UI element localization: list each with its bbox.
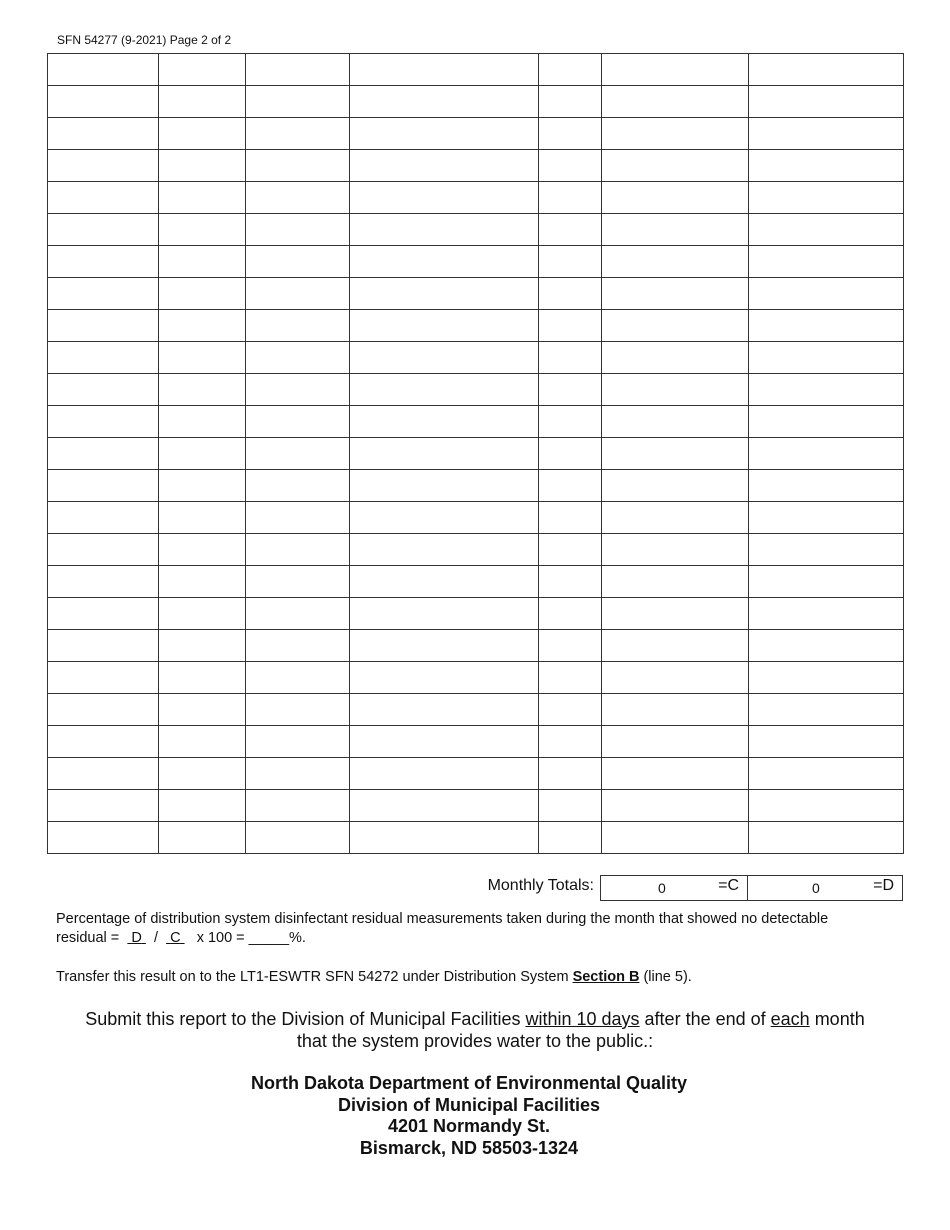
- percentage-prefix: residual =: [56, 930, 124, 946]
- table-cell[interactable]: [48, 278, 159, 310]
- table-cell[interactable]: [350, 86, 539, 118]
- table-cell[interactable]: [539, 406, 602, 438]
- table-cell[interactable]: [602, 406, 749, 438]
- table-cell[interactable]: [246, 694, 350, 726]
- table-cell[interactable]: [602, 278, 749, 310]
- table-cell[interactable]: [602, 150, 749, 182]
- table-cell[interactable]: [159, 374, 246, 406]
- table-cell[interactable]: [539, 246, 602, 278]
- table-cell[interactable]: [159, 342, 246, 374]
- table-cell[interactable]: [749, 118, 904, 150]
- submit-deadline: within 10 days: [525, 1009, 640, 1029]
- table-cell[interactable]: [350, 54, 539, 86]
- table-cell[interactable]: [602, 694, 749, 726]
- table-cell[interactable]: [350, 278, 539, 310]
- table-cell[interactable]: [159, 406, 246, 438]
- address-line4: Bismarck, ND 58503-1324: [359, 1137, 579, 1158]
- table-cell[interactable]: [48, 374, 159, 406]
- table-cell[interactable]: [48, 246, 159, 278]
- table-cell[interactable]: [350, 534, 539, 566]
- table-cell[interactable]: [602, 246, 749, 278]
- table-cell[interactable]: [350, 598, 539, 630]
- table-cell[interactable]: [48, 822, 159, 854]
- table-cell[interactable]: [350, 150, 539, 182]
- table-cell[interactable]: [246, 278, 350, 310]
- table-cell[interactable]: [246, 630, 350, 662]
- table-cell[interactable]: [539, 182, 602, 214]
- table-cell[interactable]: [159, 694, 246, 726]
- table-cell[interactable]: [246, 54, 350, 86]
- table-cell[interactable]: [48, 150, 159, 182]
- table-cell[interactable]: [602, 374, 749, 406]
- transfer-text-after: (line 5).: [639, 969, 692, 985]
- table-cell[interactable]: [350, 310, 539, 342]
- table-cell[interactable]: [539, 374, 602, 406]
- total-c-value: 0: [658, 880, 666, 896]
- table-cell[interactable]: [48, 54, 159, 86]
- table-cell[interactable]: [246, 150, 350, 182]
- table-cell[interactable]: [48, 694, 159, 726]
- table-cell[interactable]: [350, 438, 539, 470]
- total-c-field[interactable]: [600, 875, 748, 901]
- table-cell[interactable]: [48, 534, 159, 566]
- table-cell[interactable]: [159, 726, 246, 758]
- table-cell[interactable]: [159, 278, 246, 310]
- table-cell[interactable]: [246, 118, 350, 150]
- table-cell[interactable]: [48, 214, 159, 246]
- table-cell[interactable]: [602, 534, 749, 566]
- table-cell[interactable]: [350, 662, 539, 694]
- table-cell[interactable]: [602, 726, 749, 758]
- table-cell[interactable]: [159, 470, 246, 502]
- table-cell[interactable]: [602, 790, 749, 822]
- table-cell[interactable]: [48, 118, 159, 150]
- table-cell[interactable]: [246, 726, 350, 758]
- table-cell[interactable]: [749, 182, 904, 214]
- table-cell[interactable]: [749, 310, 904, 342]
- table-row: [48, 182, 904, 214]
- percentage-d: D: [131, 930, 142, 946]
- table-cell[interactable]: [749, 534, 904, 566]
- table-cell[interactable]: [602, 502, 749, 534]
- table-row: [48, 374, 904, 406]
- table-cell[interactable]: [539, 566, 602, 598]
- monthly-totals-row: [47, 875, 903, 901]
- table-cell[interactable]: [602, 182, 749, 214]
- table-cell[interactable]: [350, 182, 539, 214]
- transfer-instruction: [56, 968, 692, 987]
- table-cell[interactable]: [48, 182, 159, 214]
- table-row: [48, 758, 904, 790]
- table-cell[interactable]: [246, 502, 350, 534]
- table-cell[interactable]: [539, 502, 602, 534]
- table-cell[interactable]: [749, 566, 904, 598]
- table-cell[interactable]: [749, 54, 904, 86]
- total-c-marker: =C: [718, 877, 739, 894]
- table-cell[interactable]: [48, 566, 159, 598]
- table-cell[interactable]: [539, 790, 602, 822]
- table-row: [48, 822, 904, 854]
- table-cell[interactable]: [246, 470, 350, 502]
- table-cell[interactable]: [48, 758, 159, 790]
- table-cell[interactable]: [350, 214, 539, 246]
- table-cell[interactable]: [350, 342, 539, 374]
- table-cell[interactable]: [159, 310, 246, 342]
- table-cell[interactable]: [749, 246, 904, 278]
- table-cell[interactable]: [539, 758, 602, 790]
- table-cell[interactable]: [159, 150, 246, 182]
- table-cell[interactable]: [749, 406, 904, 438]
- table-row: [48, 150, 904, 182]
- table-cell[interactable]: [749, 694, 904, 726]
- table-row: [48, 342, 904, 374]
- table-row: [48, 406, 904, 438]
- table-cell[interactable]: [539, 310, 602, 342]
- table-cell[interactable]: [602, 630, 749, 662]
- table-cell[interactable]: [602, 438, 749, 470]
- table-cell[interactable]: [539, 278, 602, 310]
- table-cell[interactable]: [539, 822, 602, 854]
- table-row: [48, 54, 904, 86]
- table-row: [48, 534, 904, 566]
- table-cell[interactable]: [159, 566, 246, 598]
- table-cell[interactable]: [749, 470, 904, 502]
- table-cell[interactable]: [350, 374, 539, 406]
- table-cell[interactable]: [159, 246, 246, 278]
- table-cell[interactable]: [246, 406, 350, 438]
- table-cell[interactable]: [159, 118, 246, 150]
- table-cell[interactable]: [246, 214, 350, 246]
- table-cell[interactable]: [602, 342, 749, 374]
- table-cell[interactable]: [246, 598, 350, 630]
- table-cell[interactable]: [350, 566, 539, 598]
- table-cell[interactable]: [350, 758, 539, 790]
- table-cell[interactable]: [246, 246, 350, 278]
- table-cell[interactable]: [539, 438, 602, 470]
- table-row: [48, 438, 904, 470]
- table-row: [48, 278, 904, 310]
- form-identifier: SFN 54277 (9-2021) Page 2 of 2: [57, 33, 232, 47]
- table-row: [48, 566, 904, 598]
- table-cell[interactable]: [539, 662, 602, 694]
- table-row: [48, 790, 904, 822]
- table-cell[interactable]: [539, 598, 602, 630]
- table-row: [48, 118, 904, 150]
- table-cell[interactable]: [246, 566, 350, 598]
- table-cell[interactable]: [539, 534, 602, 566]
- table-row: [48, 662, 904, 694]
- table-cell[interactable]: [159, 758, 246, 790]
- table-cell[interactable]: [350, 790, 539, 822]
- table-cell[interactable]: [246, 758, 350, 790]
- table-cell[interactable]: [749, 598, 904, 630]
- table-cell[interactable]: [539, 726, 602, 758]
- table-row: [48, 310, 904, 342]
- percentage-slash: /: [153, 930, 158, 946]
- table-cell[interactable]: [246, 790, 350, 822]
- table-cell[interactable]: [159, 662, 246, 694]
- table-cell[interactable]: [749, 662, 904, 694]
- submit-line2: that the system provides water to the public.:: [296, 1031, 654, 1051]
- total-d-marker: =D: [873, 877, 894, 894]
- table-row: [48, 86, 904, 118]
- table-cell[interactable]: [48, 726, 159, 758]
- table-cell[interactable]: [246, 534, 350, 566]
- table-cell[interactable]: [350, 630, 539, 662]
- table-cell[interactable]: [350, 502, 539, 534]
- table-row: [48, 502, 904, 534]
- total-d-field[interactable]: [747, 875, 903, 901]
- table-cell[interactable]: [48, 470, 159, 502]
- monthly-totals-label: Monthly Totals:: [487, 877, 594, 894]
- table-cell[interactable]: [48, 342, 159, 374]
- table-cell[interactable]: [159, 534, 246, 566]
- table-cell[interactable]: [602, 54, 749, 86]
- table-cell[interactable]: [602, 86, 749, 118]
- table-cell[interactable]: [539, 150, 602, 182]
- table-cell[interactable]: [539, 86, 602, 118]
- table-cell[interactable]: [602, 310, 749, 342]
- submit-part1: Submit this report to the Division of Municipal Facilities: [85, 1009, 526, 1029]
- table-row: [48, 214, 904, 246]
- table-cell[interactable]: [350, 118, 539, 150]
- table-cell[interactable]: [350, 726, 539, 758]
- table-row: [48, 470, 904, 502]
- table-cell[interactable]: [48, 790, 159, 822]
- table-cell[interactable]: [159, 502, 246, 534]
- table-row: [48, 694, 904, 726]
- table-cell[interactable]: [749, 150, 904, 182]
- table-cell[interactable]: [159, 438, 246, 470]
- table-cell[interactable]: [749, 790, 904, 822]
- table-cell[interactable]: [350, 694, 539, 726]
- table-cell[interactable]: [539, 342, 602, 374]
- address-line1: North Dakota Department of Environmental Quality: [250, 1073, 688, 1093]
- table-cell[interactable]: [246, 374, 350, 406]
- transfer-text-before: Transfer this result on to the LT1-ESWTR SFN 54272 under Distribution System: [56, 969, 573, 985]
- submit-each: each: [770, 1009, 810, 1029]
- submit-part3: month: [809, 1009, 865, 1029]
- percentage-suffix: x 100 = _____%.: [196, 930, 306, 946]
- total-d-value: 0: [812, 880, 820, 896]
- table-cell[interactable]: [159, 182, 246, 214]
- table-cell[interactable]: [749, 758, 904, 790]
- table-cell[interactable]: [159, 54, 246, 86]
- table-cell[interactable]: [246, 310, 350, 342]
- mailing-address: [0, 1073, 938, 1159]
- table-cell[interactable]: [159, 630, 246, 662]
- table-cell[interactable]: [246, 86, 350, 118]
- table-cell[interactable]: [159, 86, 246, 118]
- table-cell[interactable]: [602, 118, 749, 150]
- table-cell[interactable]: [749, 438, 904, 470]
- table-cell[interactable]: [48, 662, 159, 694]
- table-cell[interactable]: [539, 214, 602, 246]
- table-cell[interactable]: [246, 438, 350, 470]
- table-cell[interactable]: [539, 470, 602, 502]
- table-cell[interactable]: [539, 54, 602, 86]
- table-cell[interactable]: [602, 822, 749, 854]
- table-row: [48, 598, 904, 630]
- table-cell[interactable]: [749, 342, 904, 374]
- table-cell[interactable]: [602, 758, 749, 790]
- table-cell[interactable]: [539, 118, 602, 150]
- table-cell[interactable]: [749, 214, 904, 246]
- table-cell[interactable]: [602, 214, 749, 246]
- table-cell[interactable]: [602, 566, 749, 598]
- table-row: [48, 246, 904, 278]
- table-cell[interactable]: [48, 86, 159, 118]
- table-cell[interactable]: [246, 662, 350, 694]
- table-cell[interactable]: [159, 214, 246, 246]
- table-cell[interactable]: [602, 470, 749, 502]
- table-cell[interactable]: [749, 374, 904, 406]
- table-cell[interactable]: [350, 470, 539, 502]
- address-line3: 4201 Normandy St.: [387, 1116, 551, 1136]
- table-cell[interactable]: [48, 310, 159, 342]
- table-cell[interactable]: [159, 822, 246, 854]
- table-cell[interactable]: [48, 598, 159, 630]
- percentage-instruction: [56, 910, 828, 948]
- table-cell[interactable]: [48, 502, 159, 534]
- table-cell[interactable]: [539, 630, 602, 662]
- table-cell[interactable]: [246, 182, 350, 214]
- table-cell[interactable]: [602, 598, 749, 630]
- submission-instruction: [0, 1008, 950, 1052]
- table-cell[interactable]: [749, 278, 904, 310]
- table-cell[interactable]: [749, 822, 904, 854]
- table-cell[interactable]: [246, 342, 350, 374]
- table-cell[interactable]: [749, 502, 904, 534]
- table-cell[interactable]: [602, 662, 749, 694]
- table-cell[interactable]: [159, 790, 246, 822]
- log-table-body: [48, 54, 904, 854]
- table-cell[interactable]: [48, 406, 159, 438]
- percentage-line1: Percentage of distribution system disinfectant residual measurements taken during the month that showed no detectable: [56, 911, 829, 927]
- transfer-section-ref: Section B: [572, 969, 640, 985]
- table-cell[interactable]: [350, 246, 539, 278]
- table-cell[interactable]: [159, 598, 246, 630]
- table-cell[interactable]: [350, 822, 539, 854]
- table-row: [48, 726, 904, 758]
- table-row: [48, 630, 904, 662]
- percentage-c: C: [170, 930, 181, 946]
- submit-part2: after the end of: [639, 1009, 771, 1029]
- table-cell[interactable]: [749, 86, 904, 118]
- table-cell[interactable]: [749, 630, 904, 662]
- residual-log-table: [47, 53, 904, 854]
- table-cell[interactable]: [539, 694, 602, 726]
- table-cell[interactable]: [48, 438, 159, 470]
- address-line2: Division of Municipal Facilities: [337, 1094, 601, 1115]
- table-cell[interactable]: [48, 630, 159, 662]
- table-cell[interactable]: [246, 822, 350, 854]
- table-cell[interactable]: [350, 406, 539, 438]
- table-cell[interactable]: [749, 726, 904, 758]
